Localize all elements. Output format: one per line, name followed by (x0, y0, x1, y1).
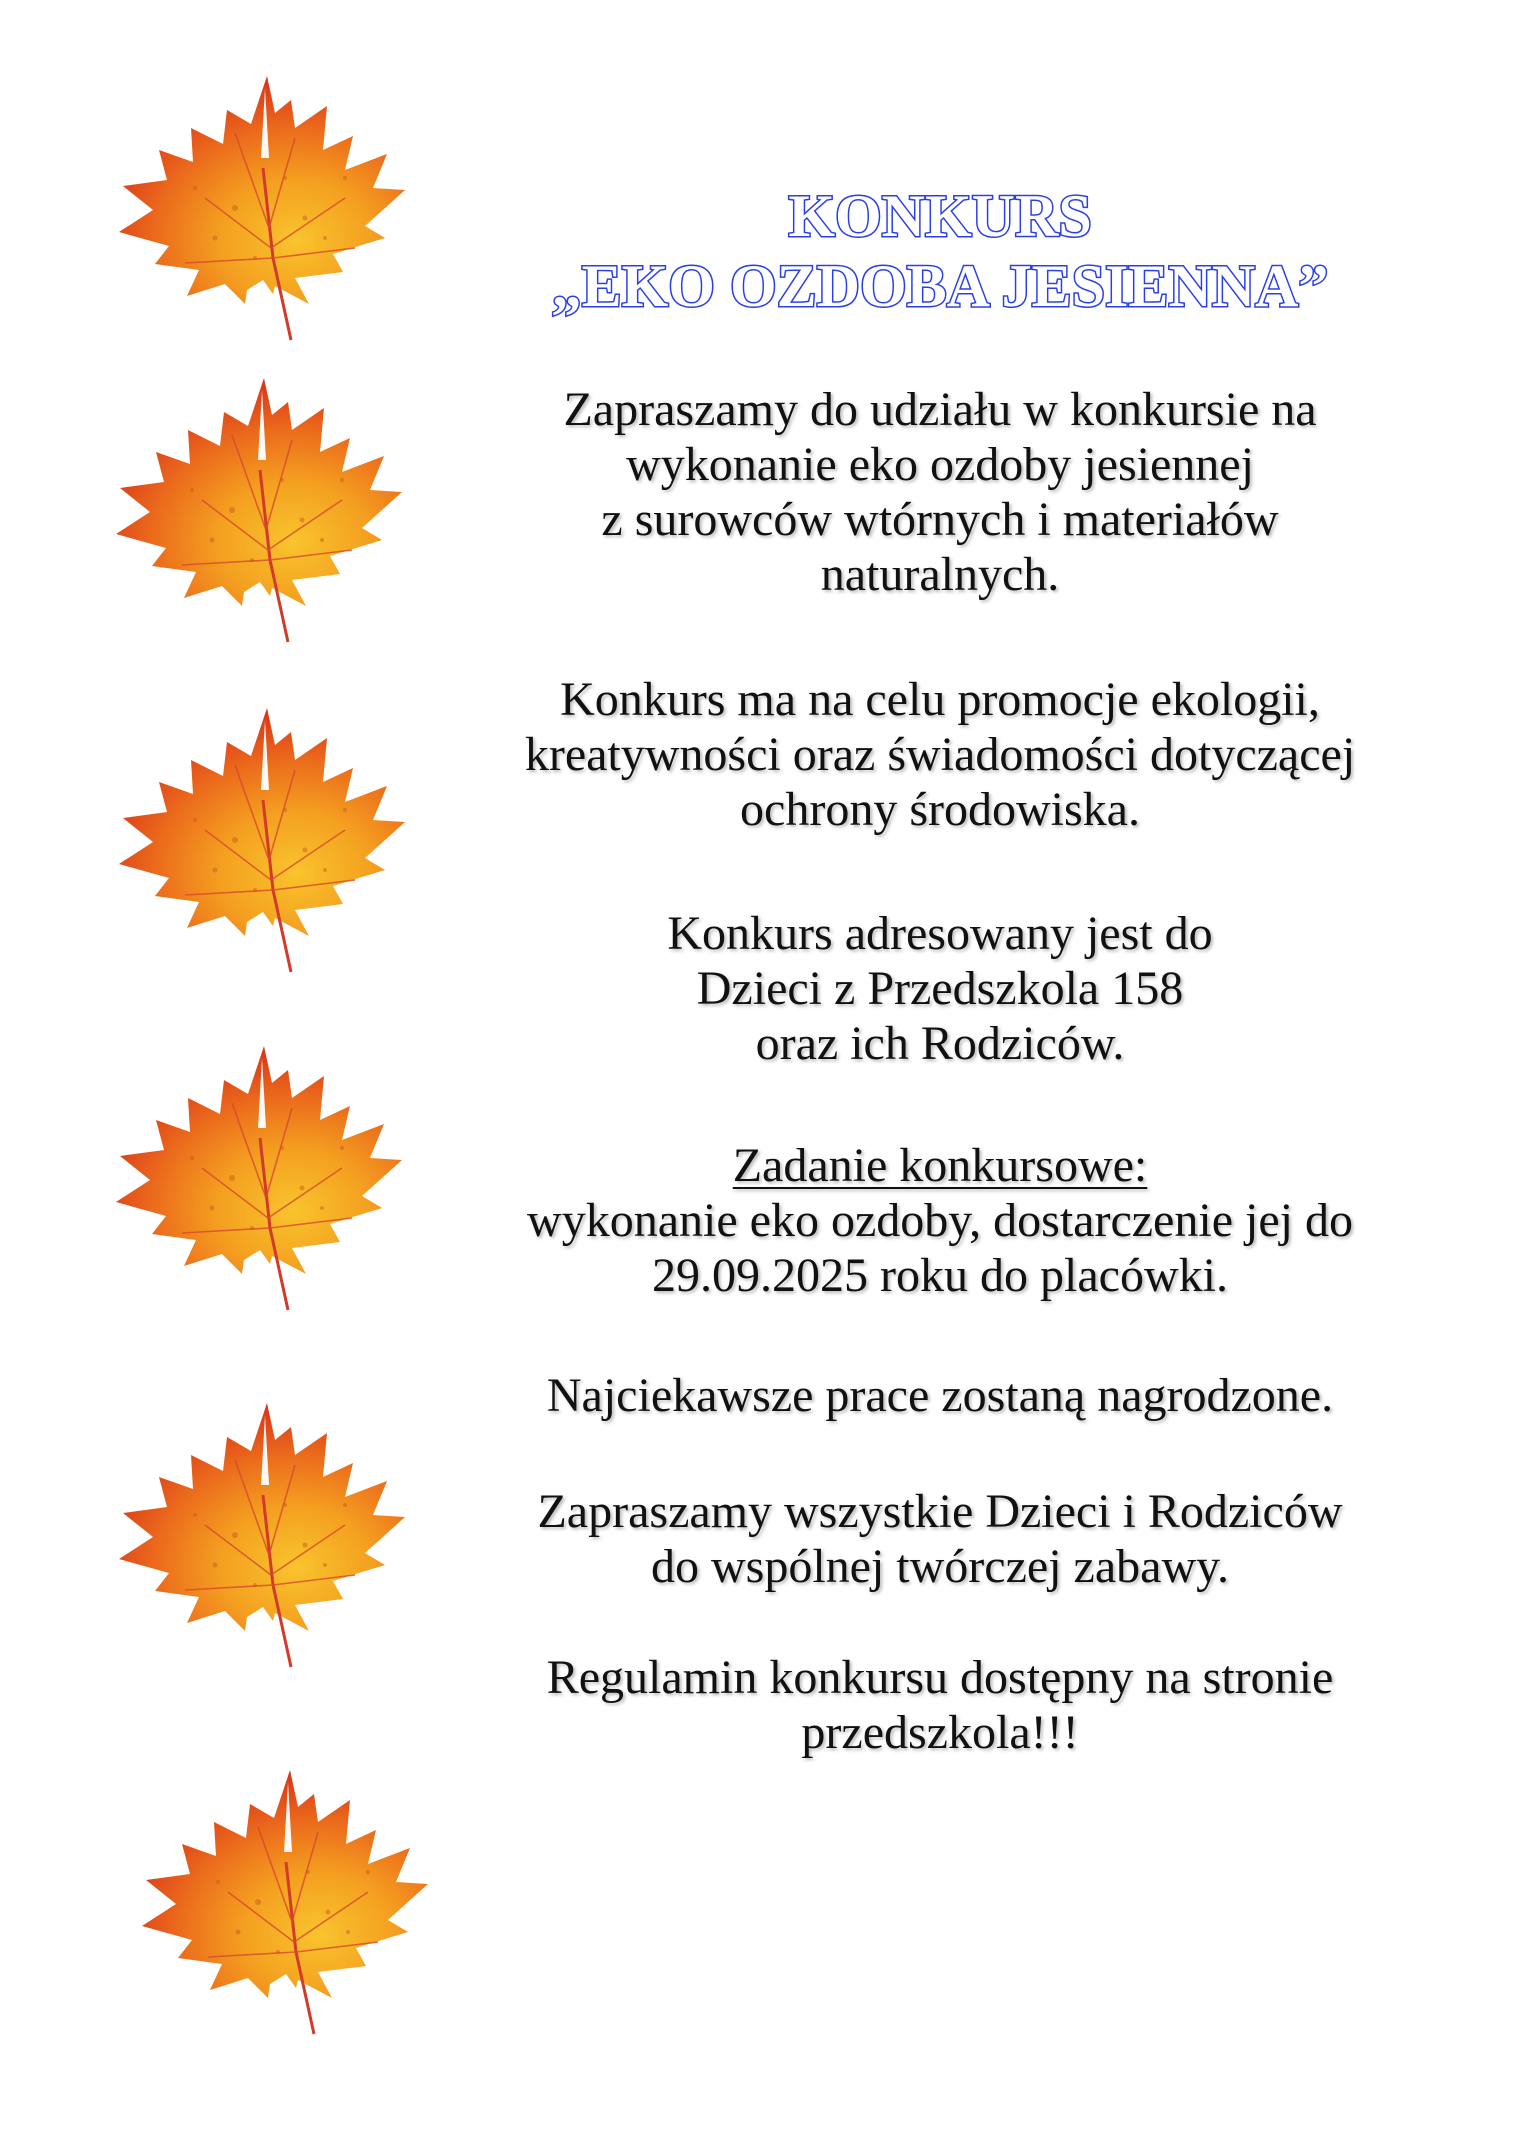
maple-leaf-icon (92, 1028, 422, 1318)
text-line: z surowców wtórnych i materiałów (601, 493, 1279, 546)
goal-paragraph (440, 672, 1440, 837)
maple-leaf-icon (95, 58, 425, 348)
text-line: do wspólnej twórczej zabawy. (650, 1540, 1229, 1593)
maple-leaf-icon (118, 1752, 448, 2042)
awards-paragraph (440, 1368, 1440, 1423)
text-line: kreatywności oraz świadomości dotyczącej (524, 728, 1356, 781)
text-line: Zapraszamy wszystkie Dzieci i Rodziców (537, 1485, 1343, 1538)
task-paragraph (440, 1138, 1440, 1303)
text-line: Konkurs adresowany jest do (667, 907, 1213, 960)
text-line: oraz ich Rodziców. (755, 1017, 1125, 1070)
text-line: wykonanie eko ozdoby jesiennej (626, 438, 1254, 491)
maple-leaf-icon (92, 360, 422, 650)
invitation-paragraph (440, 382, 1440, 602)
text-line: 29.09.2025 roku do placówki. (652, 1249, 1228, 1302)
maple-leaf-icon (95, 1385, 425, 1675)
text-line: Konkurs ma na celu promocje ekologii, (560, 673, 1320, 726)
text-line: ochrony środowiska. (740, 783, 1140, 836)
poster-title-line1: KONKURS (788, 183, 1092, 249)
text-line: wykonanie eko ozdoby, dostarczenie jej do (527, 1194, 1353, 1247)
text-line: naturalnych. (820, 548, 1060, 601)
audience-paragraph (440, 906, 1440, 1071)
rules-paragraph (440, 1650, 1440, 1760)
maple-leaf-icon (95, 690, 425, 980)
text-line: Najciekawsze prace zostaną nagrodzone. (546, 1369, 1334, 1422)
text-line: Zapraszamy do udziału w konkursie na (563, 383, 1317, 436)
poster-title-line2: „EKO OZDOBA JESIENNA” (551, 253, 1329, 319)
task-heading: Zadanie konkursowe: (732, 1139, 1148, 1192)
text-line: Regulamin konkursu dostępny na stronie (546, 1651, 1334, 1704)
text-line: przedszkola!!! (801, 1706, 1079, 1759)
closing-invitation-paragraph (440, 1484, 1440, 1594)
text-line: Dzieci z Przedszkola 158 (696, 962, 1184, 1015)
